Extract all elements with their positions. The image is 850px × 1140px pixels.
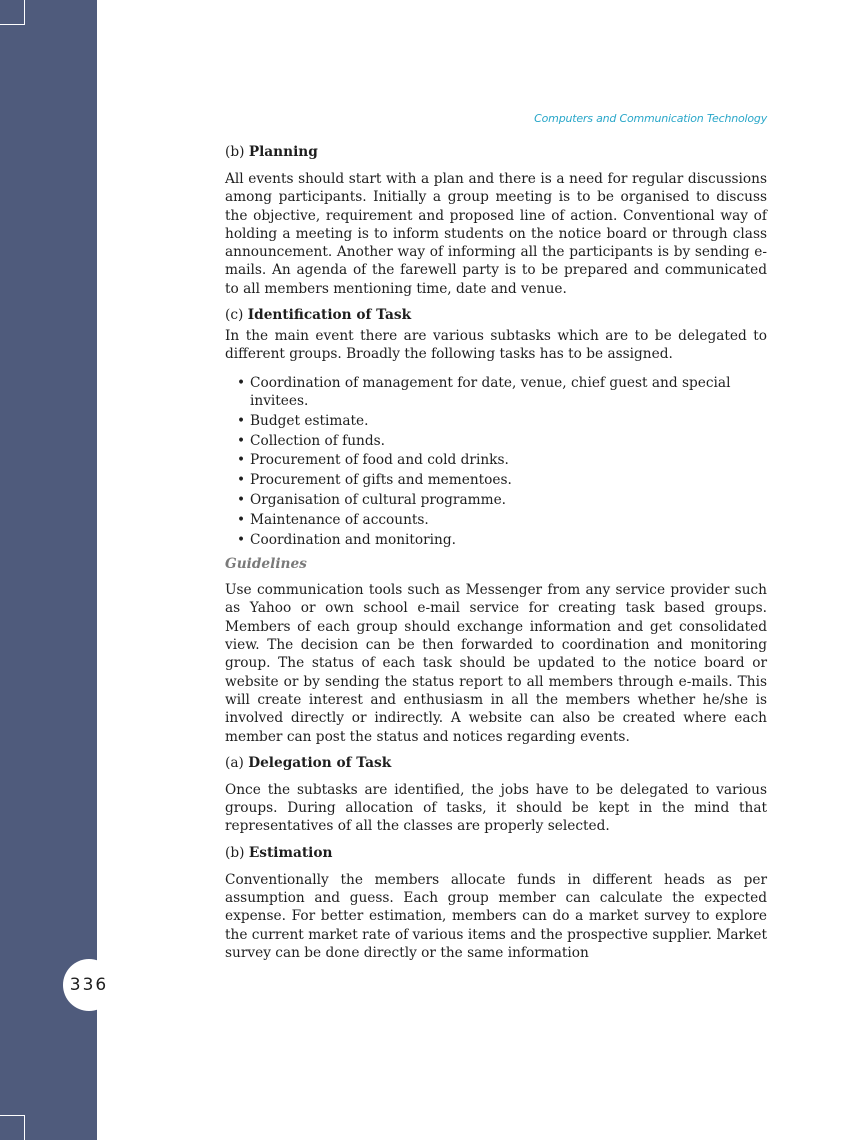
section-title: Delegation of Task [248,754,392,771]
list-item-text: Coordination of management for date, venue, chief guest and special invitees. [250,374,731,409]
bullet-icon: • [237,374,246,391]
bullet-icon: • [237,491,246,508]
page-content [225,143,767,970]
list-item-text: Maintenance of accounts. [250,511,429,528]
list-item-text: Procurement of food and cold drinks. [250,452,509,469]
section-title: Planning [248,144,318,160]
section-title: Estimation [248,844,333,861]
bullet-icon: • [237,472,246,489]
paragraph-guidelines: Use communication tools such as Messenger from any service provider such as Yahoo or own school e-mail service for creating task based groups. Members of each group should exchange information and get consolidated view. The decision can be then forwarded to coordination and monitoring group. The status of each task should be updated to the notice board or website or by sending the status report to all members through e-mails. This will create interest and enthusiasm in all the members whether he/she is involved directly or indirectly. A website can also be created where each member can post the status and notices regarding events. [225,582,767,745]
list-item-text: Budget estimate. [250,412,369,429]
bullet-icon: • [237,452,246,469]
list-item [237,432,767,450]
list-item [237,471,767,489]
list-item-text: Procurement of gifts and mementoes. [250,472,512,489]
page-number: 336 [63,959,115,1011]
list-item [237,451,767,469]
section-number: (b) [225,144,245,160]
paragraph-estimation: Conventionally the members allocate funds in different heads as per assumption and guess. Each group member can calculate the expected expense. For better estimation, members can do a market survey to explore the current market rate of various items and the prospective supplier. Market survey can be done directly or the same information [225,871,767,961]
section-heading-identification [225,306,767,324]
bullet-icon: • [237,432,246,449]
crop-mark-bottom [0,1115,25,1140]
bullet-icon: • [237,531,246,548]
task-bullet-list [225,374,767,549]
list-item-text: Coordination and monitoring. [250,531,456,548]
list-item-text: Organisation of cultural programme. [250,491,507,508]
paragraph-identification: In the main event there are various subtasks which are to be delegated to different groups. Broadly the following tasks has to be assigned. [225,328,767,363]
bullet-icon: • [237,412,246,429]
section-heading-delegation [225,754,767,772]
section-heading-planning [225,143,767,161]
list-item [237,491,767,509]
list-item-text: Collection of funds. [250,432,386,449]
section-heading-estimation [225,844,767,862]
paragraph-delegation: Once the subtasks are identified, the jobs have to be delegated to various groups. During allocation of tasks, it should be kept in the mind that representatives of all the classes are properly selected. [225,781,767,835]
paragraph-planning: All events should start with a plan and there is a need for regular discussions among participants. Initially a group meeting is to be organised to discuss the objective, requirement and proposed line of action. Conventional way of holding a meeting is to inform students on the notice board or through class announcement. Another way of informing all the participants is by sending e-mails. An agenda of the farewell party is to be prepared and communicated to all members mentioning time, date and venue. [225,171,767,297]
bullet-icon: • [237,511,246,528]
section-number: (b) [225,844,245,861]
section-number: (a) [225,754,244,771]
list-item [237,511,767,529]
list-item [237,374,767,411]
guidelines-heading: Guidelines [225,555,307,572]
list-item [237,412,767,430]
crop-mark-top [0,0,25,25]
running-head: Computers and Communication Technology [534,112,767,125]
list-item [237,531,767,549]
section-number: (c) [225,307,244,324]
section-title: Identification of Task [247,307,412,324]
